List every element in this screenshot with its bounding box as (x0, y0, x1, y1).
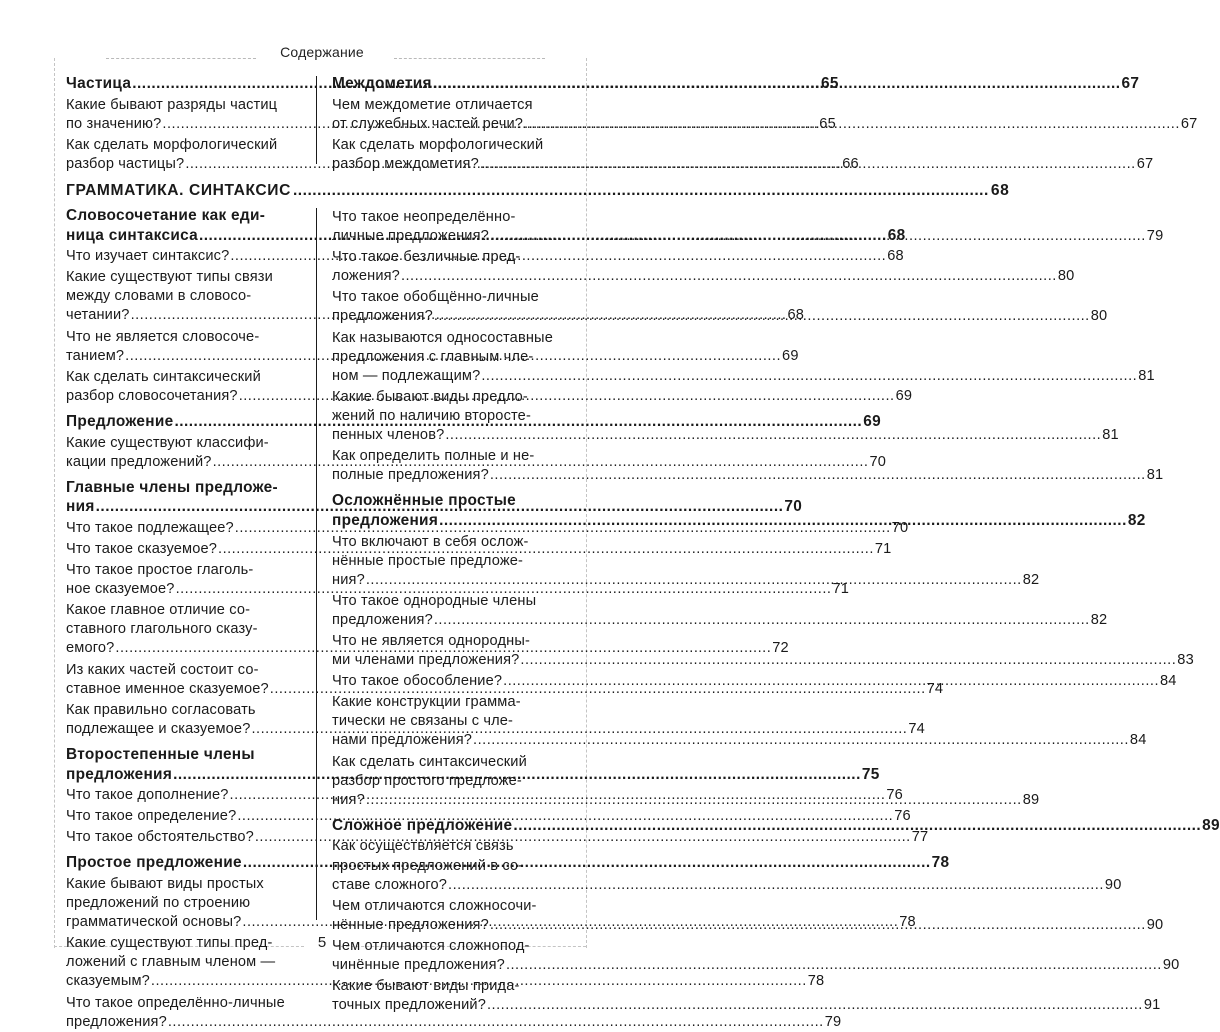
entry-text-line: Междометия (332, 75, 432, 92)
entry-text-line: Какие бывают виды прида- (332, 978, 520, 995)
entry-page-number: 68 (887, 226, 906, 244)
entry-text-line: пенных членов? (332, 427, 445, 444)
entry-text-line: ное сказуемое? (66, 581, 175, 598)
entry-page-number: 81 (1138, 367, 1155, 384)
entry-page-number: 67 (1136, 155, 1154, 172)
entry-page-number: 76 (894, 808, 911, 825)
major-section-title: ГРАММАТИКА. СИНТАКСИС (66, 182, 291, 199)
entry-page-number: 65 (821, 75, 839, 92)
entry-text-line: Чем отличаются сложносочи- (332, 897, 537, 914)
entry-text-line: ния? (332, 791, 365, 808)
entry-text-line: Как правильно согласовать (66, 701, 256, 718)
entry-text-line: Простое предложение (66, 854, 242, 872)
entry-text-line: Что такое определённо-личные (66, 994, 285, 1011)
entry-text-line: тически не связаны с чле- (332, 713, 514, 730)
entry-text-line: Какие существуют типы связи (66, 269, 273, 286)
entry-text-line: ния (66, 498, 95, 516)
entry-text-line: предложения? (332, 308, 433, 325)
entry-text-line: ния? (332, 571, 365, 588)
entry-text-line: кации предложений? (66, 453, 212, 470)
entry-page-number: 81 (1146, 467, 1164, 484)
entry-last-line (332, 367, 1155, 386)
entry-page-number: 79 (1146, 228, 1164, 245)
entry-text-line: полные предложения? (332, 467, 489, 484)
entry-text-line: Что не является однородны- (332, 632, 531, 649)
entry-text-line: Что такое дополнение? (66, 787, 229, 804)
running-head: Содержание (280, 44, 364, 60)
entry-page-number: 71 (874, 541, 892, 557)
entry-text-line: ставе сложного? (332, 876, 448, 893)
entry-page-number: 90 (1162, 956, 1180, 973)
leader-dots (480, 155, 1136, 174)
leader-dots (439, 511, 1127, 531)
column-divider-top (316, 76, 317, 164)
entry-text-line: Что такое безличные пред- (332, 249, 521, 266)
entry-page-number: 74 (908, 720, 925, 737)
entry-text-line: Что не является словосоче- (66, 328, 260, 345)
leader-dots (503, 672, 1159, 691)
entry-text-line: Как сделать морфологический (66, 136, 278, 153)
major-section-page: 68 (990, 182, 1010, 199)
leader-dots (434, 307, 1090, 326)
entry-text-line: Какие конструкции грамма- (332, 694, 521, 711)
entry-text-line: ми членами предложения? (332, 652, 520, 669)
entry-text-line: Какое главное отличие со- (66, 602, 251, 619)
entry-text-line: по значению? (66, 115, 162, 132)
entry-text-line: Второстепенные члены (66, 745, 255, 763)
entry-page-number: 78 (931, 854, 950, 872)
entry-text-line: Главные члены предложе- (66, 478, 278, 496)
entry-page-number: 89 (1022, 791, 1040, 808)
leader-dots (487, 996, 1143, 1015)
leader-dots (490, 916, 1146, 935)
major-section-heading[interactable] (66, 181, 1010, 201)
entry-text-line: от служебных частей речи? (332, 115, 524, 132)
entry-text-line: Что включают в себя ослож- (332, 533, 529, 550)
entry-page-number: 76 (886, 787, 903, 804)
entry-text-line: подлежащее и сказуемое? (66, 720, 251, 737)
entry-last-line (332, 956, 1180, 975)
entry-last-line (66, 1013, 842, 1032)
leader-dots (366, 571, 1022, 590)
entry-text-line: предложения (332, 511, 439, 529)
entry-page-number: 78 (899, 914, 916, 931)
entry-text-line: нённые простые предложе- (332, 552, 524, 569)
leader-dots (520, 651, 1176, 670)
entry-text-line: Частица (66, 75, 132, 92)
entry-text-line: ложений с главным членом — (66, 954, 276, 971)
entry-text-line: Как осуществляется связь (332, 838, 514, 855)
entry-page-number: 70 (869, 453, 886, 470)
entry-text-line: ставное именное сказуемое? (66, 680, 269, 697)
entry-page-number: 65 (819, 115, 836, 132)
entry-text-line: точных предложений? (332, 997, 486, 1014)
entry-page-number: 66 (842, 155, 859, 172)
entry-last-line (332, 996, 1161, 1015)
entry-text-line: Как называются односоставные (332, 329, 553, 346)
entry-page-number: 90 (1146, 916, 1164, 933)
entry-text-line: Что такое сказуемое? (66, 541, 218, 557)
header-dashed-rule-right (394, 58, 545, 59)
entry-text-line: емого? (66, 640, 115, 657)
entry-page-number: 69 (782, 347, 799, 364)
leader-dots (366, 791, 1022, 810)
entry-text-line: Что такое однородные члены (332, 592, 537, 609)
leader-dots (448, 876, 1104, 895)
entry-page-number: 84 (1129, 732, 1147, 749)
entry-text-line: чинённые предложения? (332, 956, 505, 973)
entry-page-number: 70 (891, 519, 909, 536)
leader-dots (434, 611, 1090, 630)
entry-text-line: Что такое обобщённо-личные (332, 289, 539, 306)
leader-dots (433, 74, 1121, 94)
entry-text-line: предложений по строению (66, 895, 251, 912)
entry-text-line: Как сделать синтаксический (332, 753, 527, 770)
leader-dots (513, 816, 1201, 836)
entry-text-line: танием? (66, 347, 125, 364)
entry-text-line: между словами в словосо- (66, 288, 252, 305)
entry-page-number: 74 (926, 680, 944, 697)
entry-last-line (332, 611, 1108, 630)
leader-dots (524, 115, 1180, 134)
entry-last-line (332, 267, 1075, 286)
entry-text-line: ница синтаксиса (66, 226, 198, 244)
entry-page-number: 84 (1160, 673, 1177, 690)
entry-text-line: простых предложений в со- (332, 857, 524, 874)
leader-dots (473, 731, 1129, 750)
page-frame-left (54, 58, 55, 948)
entry-page-number: 77 (911, 829, 929, 846)
leader-dots (445, 426, 1101, 445)
leader-dots (401, 267, 1057, 286)
entry-text-line: Из каких частей состоит со- (66, 661, 259, 678)
entry-text-line: разбор междометия? (332, 155, 479, 172)
entry-last-line (66, 580, 849, 599)
entry-text-line: Какие существуют классифи- (66, 434, 269, 451)
entry-last-line (332, 651, 1194, 670)
entry-text-line: Какие бывают виды простых (66, 876, 264, 892)
entry-text-line: Что такое подлежащее? (66, 519, 234, 536)
entry-page-number: 82 (1127, 511, 1146, 529)
entry-page-number: 79 (824, 1013, 842, 1030)
entry-last-line (332, 731, 1147, 750)
entry-text-line: Какие бывают виды предло- (332, 388, 528, 405)
entry-text-line: разбор словосочетания? (66, 387, 238, 404)
entry-text-line: Что такое обособление? (332, 673, 503, 690)
entry-text-line: предложения? (332, 611, 433, 628)
entry-text-line: Что такое определение? (66, 808, 237, 825)
entry-text-line: четании? (66, 307, 130, 324)
entry-text-line: Осложнённые простые (332, 492, 517, 510)
entry-text-line: грамматической основы? (66, 914, 242, 931)
page-number: 5 (317, 934, 327, 951)
entry-text-line: предложения с главным чле- (332, 348, 534, 365)
entry-text-line: Что изучает синтаксис? (66, 248, 230, 265)
entry-text-line: предложения? (66, 1013, 167, 1030)
entry-text-line: Словосочетание как еди- (66, 207, 266, 224)
entry-text-line: предложения (66, 765, 173, 783)
entry-page-number: 90 (1104, 876, 1122, 893)
entry-text-line: жений по наличию второсте- (332, 407, 531, 424)
entry-page-number: 81 (1102, 427, 1119, 444)
leader-dots (506, 956, 1162, 975)
entry-text-line: Что такое обстоятельство? (66, 829, 254, 846)
entry-text-line: Как сделать синтаксический (66, 368, 261, 385)
leader-dots (293, 181, 989, 201)
entry-text-line: сказуемым? (66, 973, 150, 990)
entry-text-line: разбор частицы? (66, 155, 185, 172)
leader-dots (168, 1013, 824, 1032)
entry-page-number: 68 (787, 307, 804, 324)
leader-dots (490, 466, 1146, 485)
entry-page-number: 80 (1057, 268, 1075, 285)
entry-text-line: Предложение (66, 412, 174, 430)
entry-page-number: 67 (1180, 115, 1198, 132)
entry-page-number: 68 (887, 248, 904, 265)
entry-last-line (332, 426, 1119, 445)
entry-page-number: 67 (1121, 75, 1140, 92)
entry-text-line: Как сделать морфологический (332, 136, 544, 153)
entry-page-number: 91 (1143, 997, 1161, 1014)
entry-text-line: нами предложения? (332, 732, 473, 749)
entry-text-line: Какие бывают разряды частиц (66, 96, 278, 113)
entry-page-number: 71 (832, 581, 849, 598)
entry-text-line: Чем отличаются сложнопод- (332, 937, 530, 954)
entry-page-number: 82 (1022, 571, 1040, 588)
entry-page-number: 78 (807, 973, 825, 990)
entry-page-number: 83 (1177, 652, 1194, 669)
leader-dots (481, 367, 1137, 386)
header-dashed-rule-left (106, 58, 256, 59)
entry-text-line: личные предложения? (332, 228, 489, 245)
entry-page-number: 69 (895, 387, 913, 404)
entry-page-number: 82 (1090, 611, 1108, 628)
entry-page-number: 75 (861, 765, 880, 783)
entry-last-line (332, 466, 1164, 485)
entry-text-line: Что такое неопределённо- (332, 209, 516, 225)
entry-last-line (332, 876, 1122, 895)
entry-page-number: 69 (863, 412, 881, 430)
leader-dots (490, 227, 1146, 246)
entry-text-line: Сложное предложение (332, 816, 513, 834)
entry-page-number: 72 (772, 640, 789, 657)
entry-text-line: Какие существуют типы пред- (66, 935, 273, 952)
entry-page-number: 70 (784, 498, 803, 516)
entry-text-line: ложения? (332, 268, 400, 285)
entry-text-line: Как определить полные и не- (332, 448, 535, 465)
entry-text-line: Чем междометие отличается (332, 96, 533, 113)
entry-text-line: ном — подлежащим? (332, 367, 481, 384)
entry-text-line: Что такое простое глаголь- (66, 562, 254, 579)
entry-text-line: ставного глагольного сказу- (66, 621, 258, 638)
column-divider-main (316, 208, 317, 920)
toc-question-entry[interactable] (332, 592, 1108, 630)
entry-page-number: 80 (1090, 308, 1108, 325)
entry-text-line: разбор простого предложе- (332, 772, 522, 789)
entry-text-line: нённые предложения? (332, 916, 489, 933)
entry-page-number: 89 (1202, 816, 1220, 834)
